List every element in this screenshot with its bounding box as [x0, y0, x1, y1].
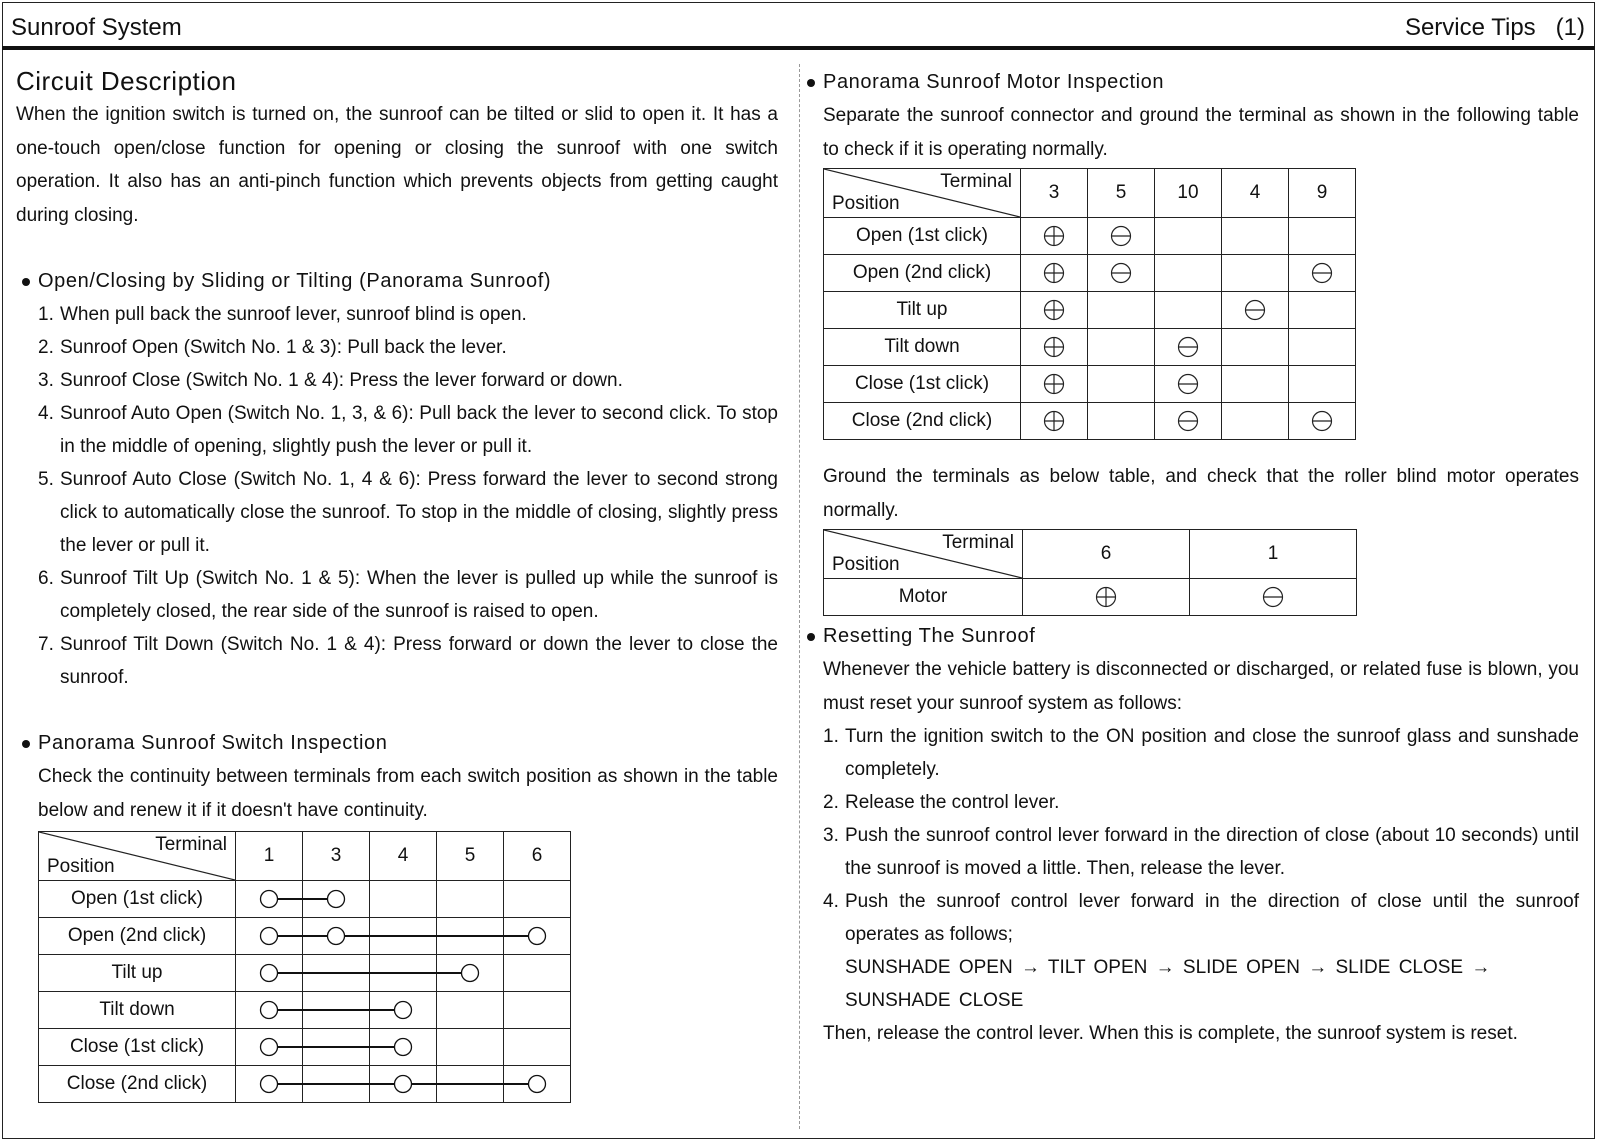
table-row: [39, 1066, 571, 1103]
list-item: [823, 720, 1579, 786]
continuity-table: [38, 831, 571, 1103]
table-cell: [1155, 292, 1222, 329]
table-cell: [1021, 218, 1088, 255]
plus-circle-icon: [1043, 225, 1065, 247]
table-cell: [303, 918, 370, 955]
page-section-label: Service Tips (1): [1404, 14, 1585, 41]
right-column: [823, 66, 1579, 1051]
list-item-number: 4.: [38, 403, 54, 424]
table-cell: [370, 1029, 437, 1066]
table-cell: [437, 1029, 504, 1066]
roller-blind-text: Ground the terminals as below table, and check that the roller blind motor operates normally.: [823, 466, 1579, 521]
table-cell: [303, 992, 370, 1029]
row-label: Close (1st click): [824, 366, 1021, 403]
table-cell: [1222, 329, 1289, 366]
section-title: Resetting The Sunroof: [823, 625, 1036, 647]
position-label: Position: [832, 193, 900, 214]
minus-circle-icon: [1177, 336, 1199, 358]
table-corner-header: [824, 169, 1021, 218]
resetting-closing-text: Then, release the control lever. When this is complete, the sunroof system is reset.: [823, 1023, 1518, 1044]
minus-circle-icon: [1110, 262, 1132, 284]
table-cell: [1289, 292, 1356, 329]
inspection-table: [823, 168, 1356, 440]
table-row: [39, 955, 571, 992]
list-item: [38, 463, 778, 562]
column-header: 9: [1289, 169, 1356, 218]
table-cell: [1021, 255, 1088, 292]
plus-circle-icon: [1043, 410, 1065, 432]
table-row: [39, 992, 571, 1029]
bullet-icon: [807, 633, 815, 641]
column-header: 1: [236, 832, 303, 881]
table-cell: [1155, 403, 1222, 440]
sequence-line-1: SUNSHADE OPEN → TILT OPEN → SLIDE OPEN → SLIDE CLOSE →: [845, 957, 1491, 978]
row-label: Tilt up: [824, 292, 1021, 329]
list-item: [38, 628, 778, 694]
table-cell: [1222, 255, 1289, 292]
table-cell: [1155, 366, 1222, 403]
list-item-text: Sunroof Tilt Up (Switch No. 1 & 5): When the lever is pulled up while the sunroof is completely closed, the rear side of the sunroof is raised to open.: [60, 568, 778, 622]
list-item-number: 4.: [823, 891, 839, 912]
list-item-number: 2.: [823, 792, 839, 813]
plus-circle-icon: [1043, 336, 1065, 358]
row-label: Tilt up: [39, 955, 236, 992]
table-cell: [236, 1029, 303, 1066]
table-cell: [236, 881, 303, 918]
column-divider: [799, 64, 800, 1129]
table-cell: [504, 992, 571, 1029]
section-switch-inspection: [38, 727, 778, 760]
section-motor-inspection: [823, 66, 1579, 99]
table-cell: [1088, 403, 1155, 440]
table-header-row: [824, 169, 1356, 218]
table-cell: [1021, 329, 1088, 366]
list-item-text: Sunroof Auto Open (Switch No. 1, 3, & 6): Pull back the lever to second click. To stop in the middle of opening, slightly push the lever or pull it.: [60, 403, 778, 457]
list-item: [823, 819, 1579, 885]
table-cell: [236, 955, 303, 992]
list-item-text: Sunroof Tilt Down (Switch No. 1 & 4): Press forward or down the lever to close the sunroof.: [60, 634, 778, 688]
column-header: 3: [1021, 169, 1088, 218]
roller-blind-table-container: [823, 529, 1579, 616]
minus-circle-icon: [1244, 299, 1266, 321]
column-header: 6: [1023, 530, 1190, 579]
list-item-number: 6.: [38, 568, 54, 589]
list-item-number: 5.: [38, 469, 54, 490]
table-cell: [1222, 292, 1289, 329]
table-cell: [1088, 218, 1155, 255]
table-cell: [1222, 218, 1289, 255]
column-header: 4: [370, 832, 437, 881]
minus-circle-icon: [1311, 410, 1333, 432]
sequence-line-2: SUNSHADE CLOSE: [845, 990, 1024, 1011]
table-cell: [1023, 579, 1190, 616]
column-header: 5: [437, 832, 504, 881]
bullet-icon: [22, 278, 30, 286]
list-item-text: Sunroof Close (Switch No. 1 & 4): Press the lever forward or down.: [60, 370, 623, 391]
table-cell: [1289, 403, 1356, 440]
switch-table-container: [38, 831, 778, 1103]
section-open-closing: [38, 265, 778, 298]
table-cell: [504, 1066, 571, 1103]
list-item-text: Release the control lever.: [845, 792, 1060, 813]
table-cell: [303, 955, 370, 992]
section-resetting: [823, 620, 1579, 653]
list-item-text: When pull back the sunroof lever, sunroof blind is open.: [60, 304, 527, 325]
list-item-text: Push the sunroof control lever forward in the direction of close until the sunroof operates as follows;: [845, 891, 1579, 945]
terminal-label: Terminal: [940, 171, 1012, 192]
table-row: [39, 918, 571, 955]
table-cell: [437, 955, 504, 992]
left-column: [16, 64, 778, 1103]
table-row: [39, 881, 571, 918]
resetting-text: Whenever the vehicle battery is disconnected or discharged, or related fuse is blown, you must reset your sunroof system as follows:: [823, 659, 1579, 714]
table-row: [824, 403, 1356, 440]
table-cell: [1222, 403, 1289, 440]
table-cell: [437, 881, 504, 918]
row-label: Tilt down: [824, 329, 1021, 366]
section-title: Panorama Sunroof Switch Inspection: [38, 732, 388, 754]
table-cell: [303, 1066, 370, 1103]
table-row: [824, 292, 1356, 329]
list-item-number: 1.: [823, 726, 839, 747]
table-cell: [1222, 366, 1289, 403]
terminal-label: Terminal: [155, 834, 227, 855]
table-cell: [1088, 329, 1155, 366]
circuit-description-heading: Circuit Description: [16, 66, 237, 96]
row-label: Close (2nd click): [824, 403, 1021, 440]
table-cell: [1088, 366, 1155, 403]
bullet-icon: [22, 740, 30, 748]
table-header-row: [824, 530, 1357, 579]
list-item-number: 2.: [38, 337, 54, 358]
list-item: [38, 298, 778, 331]
table-cell: [370, 918, 437, 955]
motor-table-container: [823, 168, 1579, 440]
table-cell: [504, 881, 571, 918]
list-item: [38, 397, 778, 463]
table-cell: [504, 955, 571, 992]
table-row: [824, 329, 1356, 366]
table-corner-header: [39, 832, 236, 881]
list-item-number: 3.: [823, 825, 839, 846]
page-title: Sunroof System: [11, 14, 182, 41]
list-item-text: Turn the ignition switch to the ON position and close the sunroof glass and sunshade completely.: [845, 726, 1579, 780]
table-row: [824, 255, 1356, 292]
table-cell: [236, 1066, 303, 1103]
list-item-number: 1.: [38, 304, 54, 325]
column-header: 3: [303, 832, 370, 881]
motor-inspection-text: Separate the sunroof connector and ground the terminal as shown in the following table to check if it is operating normally.: [823, 105, 1579, 160]
table-cell: [1088, 292, 1155, 329]
minus-circle-icon: [1177, 410, 1199, 432]
table-cell: [437, 918, 504, 955]
table-cell: [1155, 218, 1222, 255]
list-item-number: 3.: [38, 370, 54, 391]
table-cell: [504, 918, 571, 955]
table-cell: [1021, 292, 1088, 329]
table-row: [824, 218, 1356, 255]
table-row: [824, 579, 1357, 616]
list-item-number: 7.: [38, 634, 54, 655]
row-label: Open (2nd click): [824, 255, 1021, 292]
list-item: [38, 562, 778, 628]
table-cell: [1155, 255, 1222, 292]
table-cell: [1289, 329, 1356, 366]
row-label: Open (1st click): [824, 218, 1021, 255]
list-item: [823, 885, 1579, 951]
table-cell: [303, 881, 370, 918]
table-cell: [1088, 255, 1155, 292]
table-cell: [303, 1029, 370, 1066]
table-row: [824, 366, 1356, 403]
terminal-label: Terminal: [942, 532, 1014, 553]
column-header: 10: [1155, 169, 1222, 218]
table-row: [39, 1029, 571, 1066]
table-cell: [236, 992, 303, 1029]
column-header: 6: [504, 832, 571, 881]
table-cell: [370, 992, 437, 1029]
list-item: [823, 786, 1579, 819]
bullet-icon: [807, 79, 815, 87]
table-cell: [1021, 366, 1088, 403]
position-label: Position: [832, 554, 900, 575]
table-cell: [1289, 366, 1356, 403]
list-item: [38, 364, 778, 397]
table-cell: [1289, 255, 1356, 292]
table-corner-header: [824, 530, 1023, 579]
column-header: 5: [1088, 169, 1155, 218]
page-header: [2, 2, 1595, 50]
switch-inspection-text: Check the continuity between terminals from each switch position as shown in the table below and renew it if it doesn't have continuity.: [38, 766, 778, 821]
row-label: Tilt down: [39, 992, 236, 1029]
table-cell: [437, 1066, 504, 1103]
table-cell: [504, 1029, 571, 1066]
minus-circle-icon: [1177, 373, 1199, 395]
table-cell: [1155, 329, 1222, 366]
table-cell: [236, 918, 303, 955]
section-title: Panorama Sunroof Motor Inspection: [823, 71, 1165, 93]
plus-circle-icon: [1043, 373, 1065, 395]
minus-circle-icon: [1262, 586, 1284, 608]
circuit-description-text: When the ignition switch is turned on, the sunroof can be tilted or slid to open it. It has a one-touch open/close function for opening or closing the sunroof with one switch operation. It also has an anti-pinch function which prevents objects from getting caught during closing.: [16, 104, 778, 226]
table-header-row: [39, 832, 571, 881]
position-label: Position: [47, 856, 115, 877]
inspection-table: [823, 529, 1357, 616]
minus-circle-icon: [1311, 262, 1333, 284]
list-item: [38, 331, 778, 364]
row-label: Close (2nd click): [39, 1066, 236, 1103]
reset-steps-list: [823, 720, 1579, 951]
minus-circle-icon: [1110, 225, 1132, 247]
table-cell: [370, 881, 437, 918]
plus-circle-icon: [1095, 586, 1117, 608]
list-item-text: Sunroof Auto Close (Switch No. 1, 4 & 6): Press forward the lever to second strong click to automatically close the sunroof. To stop in the middle of closing, slightly press the lever or pull it.: [60, 469, 778, 556]
column-header: 1: [1190, 530, 1357, 579]
table-cell: [1190, 579, 1357, 616]
table-cell: [1021, 403, 1088, 440]
column-header: 4: [1222, 169, 1289, 218]
table-cell: [370, 1066, 437, 1103]
list-item-text: Sunroof Open (Switch No. 1 & 3): Pull back the lever.: [60, 337, 507, 358]
plus-circle-icon: [1043, 299, 1065, 321]
table-cell: [370, 955, 437, 992]
table-cell: [437, 992, 504, 1029]
table-cell: [1289, 218, 1356, 255]
section-title: Open/Closing by Sliding or Tilting (Panorama Sunroof): [38, 270, 552, 292]
row-label: Close (1st click): [39, 1029, 236, 1066]
row-label: Motor: [824, 579, 1023, 616]
list-item-text: Push the sunroof control lever forward in the direction of close (about 10 seconds) until the sunroof is moved a little. Then, release the lever.: [845, 825, 1579, 879]
row-label: Open (2nd click): [39, 918, 236, 955]
operation-list: [38, 298, 778, 694]
plus-circle-icon: [1043, 262, 1065, 284]
row-label: Open (1st click): [39, 881, 236, 918]
